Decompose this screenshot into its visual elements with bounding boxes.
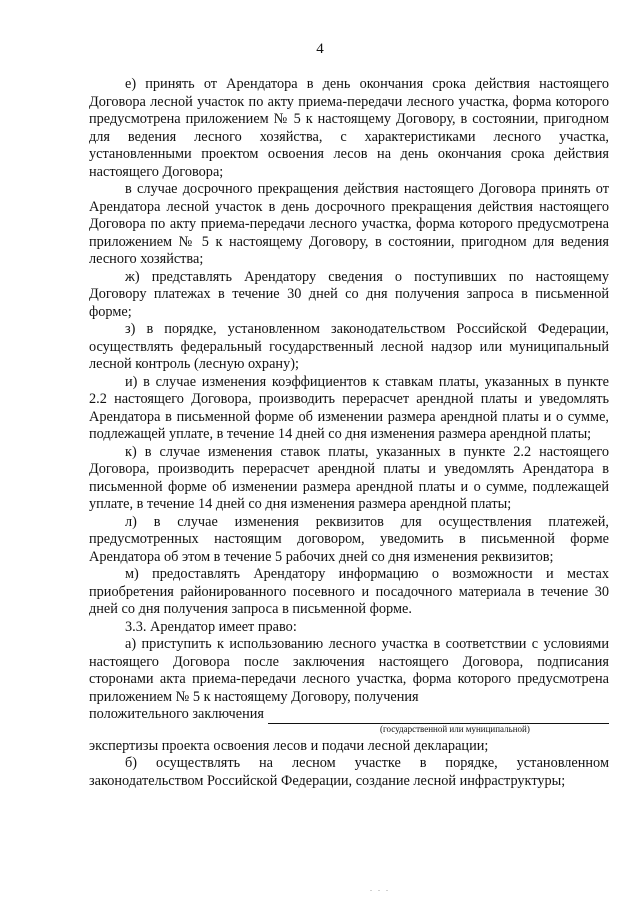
clause-a: а) приступить к использованию лесного участка в соответствии с условиями настоящего Договора после заключения настоящего Договора, подписания сторонами акта приема-передачи лесного участка, форма которого предусмотрена приложением № 5 к настоящему Договору, получения — [89, 636, 609, 705]
clause-i: и) в случае изменения коэффициентов к ставкам платы, указанных в пункте 2.2 настоящего Договора, производить перерасчет арендной платы и уведомлять Арендатора в письменной форме об изменении размера арендной платы и о сумме, подлежащей уплате, в течение 14 дней со дня изменения размера арендной платы; — [89, 373, 609, 442]
fill-in-continuation: экспертизы проекта освоения лесов и подачи лесной декларации; — [89, 737, 489, 754]
document-body — [89, 76, 609, 790]
clause-z: з) в порядке, установленном законодательством Российской Федерации, осуществлять федеральный государственный лесной надзор или муниципальный лесной контроль (лесную охрану); — [89, 321, 609, 372]
fill-in-caption: (государственной или муниципальной) — [380, 723, 530, 734]
page-number: 4 — [316, 41, 324, 57]
section-3-3-heading: 3.3. Арендатор имеет право: — [125, 618, 297, 635]
clause-b: б) осуществлять на лесном участке в порядке, установленном законодательством Российской Федерации, создание лесной инфраструктуры; — [89, 755, 609, 789]
clause-l: л) в случае изменения реквизитов для осуществления платежей, предусмотренных настоящим договором, уведомить в письменной форме Арендатора об этом в течение 5 рабочих дней со дня изменения реквизитов; — [89, 513, 609, 565]
clause-k: к) в случае изменения ставок платы, указанных в пункте 2.2 настоящего Договора, производить перерасчет арендной платы и уведомлять Арендатора в письменной форме об изменении размера арендной платы и о сумме, подлежащей уплате, в течение 14 дней со дня изменения размера арендной платы; — [89, 443, 609, 512]
scan-artifact-dots: . . . — [370, 884, 390, 893]
clause-e: е) принять от Арендатора в день окончания срока действия настоящего Договора лесной участок по акту приема-передачи лесного участка, форма которого предусмотрена приложением № 5 к настоящему Договору, в состоянии, пригодном для ведения лесного хозяйства, с характеристиками лесного участка, установленными проектом освоения лесов на день окончания срока действия настоящего Договора; — [89, 76, 609, 180]
clause-early-termination: в случае досрочного прекращения действия настоящего Договора принять от Арендатора лесной участок в день досрочного прекращения действия настоящего Договора по акту приема-передачи лесного участка, форма которого предусмотрена приложением № 5 к настоящему Договору, в состоянии, пригодном для ведения лесного хозяйства; — [89, 181, 609, 267]
fill-in-lead-text: положительного заключения — [89, 706, 264, 722]
fill-in-line-row — [89, 706, 609, 724]
clause-m: м) предоставлять Арендатору информацию о возможности и местах приобретения районированного посевного и посадочного материала в течение 30 дней со дня получения запроса в письменной форме. — [89, 566, 609, 617]
fill-in-blank-line — [268, 709, 609, 724]
clause-zh: ж) представлять Арендатору сведения о поступивших по настоящему Договору платежах в течение 30 дней со дня получения запроса в письменной форме; — [89, 268, 609, 320]
